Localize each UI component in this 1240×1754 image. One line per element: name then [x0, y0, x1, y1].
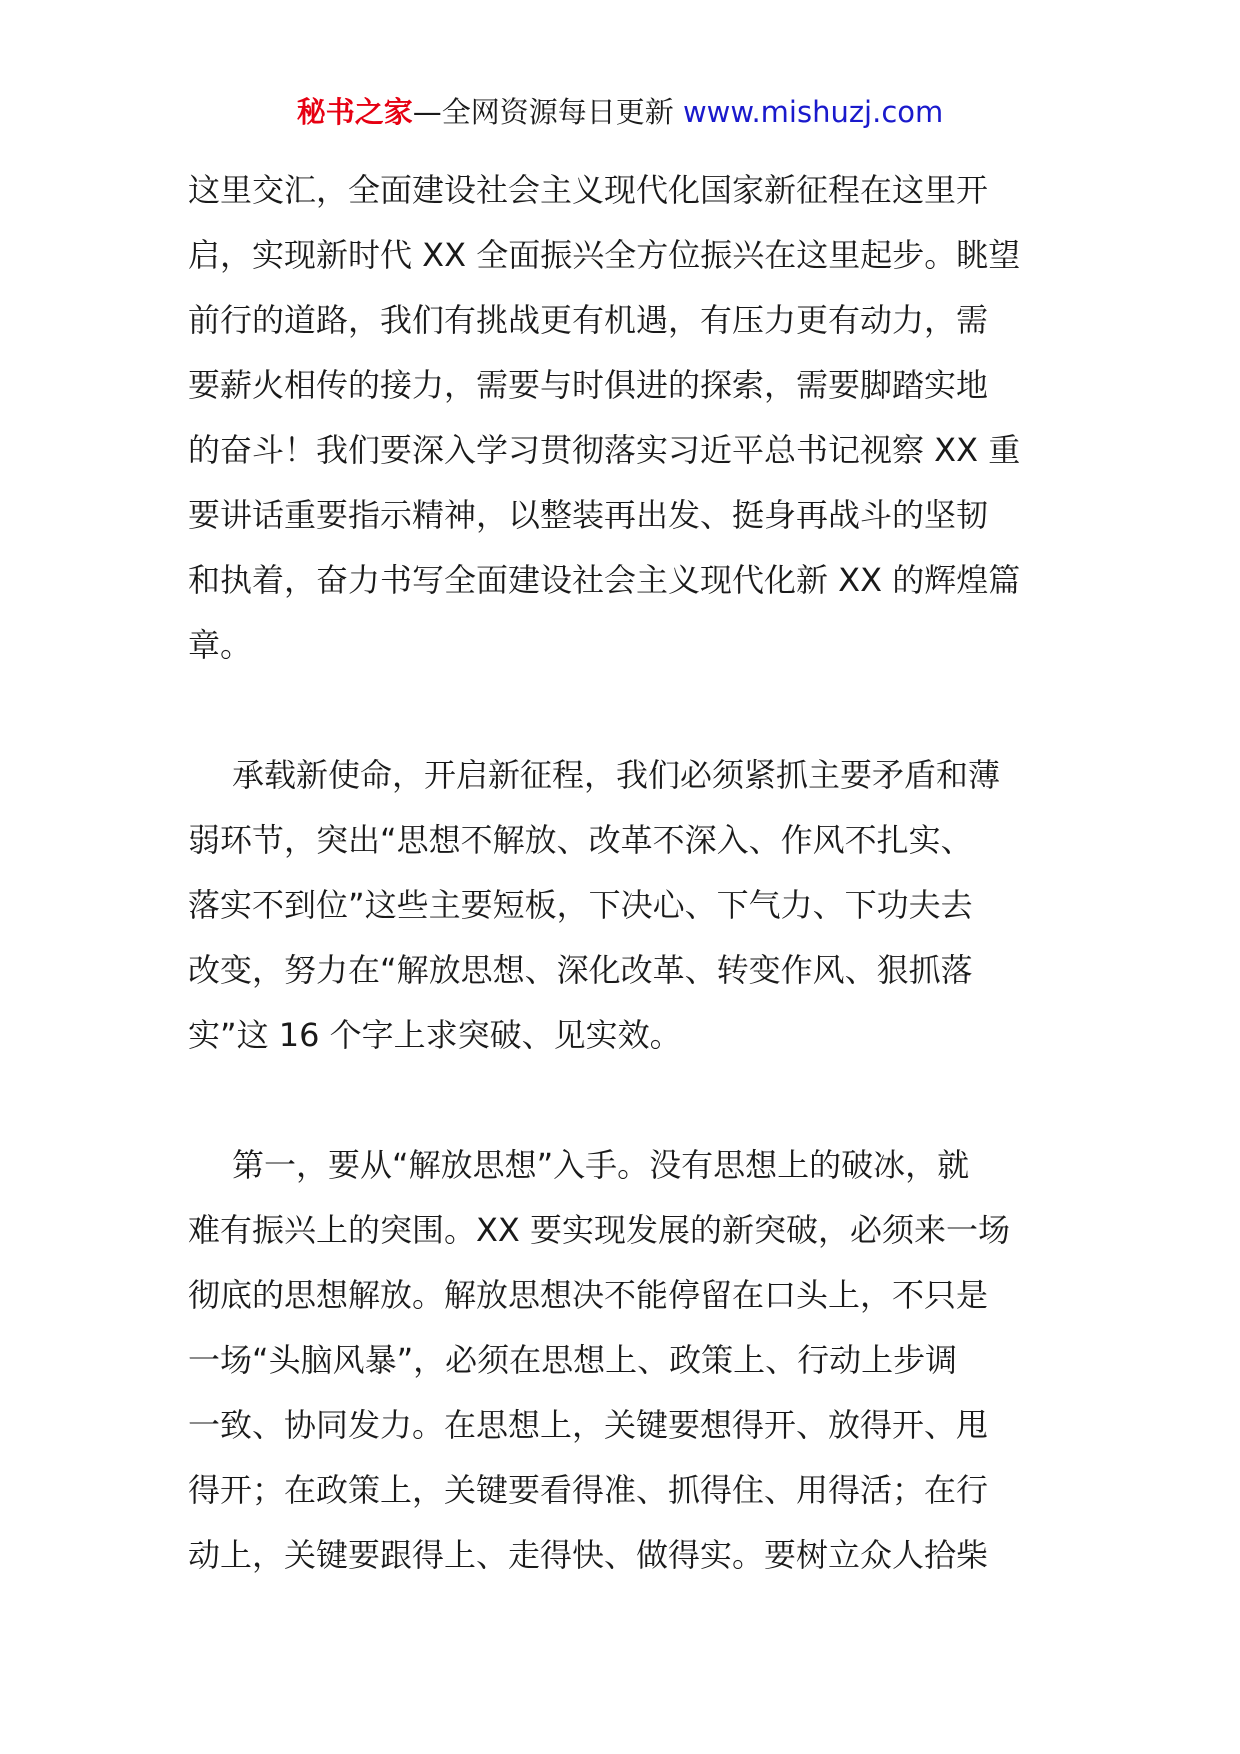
text-line: 彻底的思想解放。解放思想决不能停留在口头上，不只是	[188, 1276, 989, 1314]
text-line: 弱环节，突出“思想不解放、改革不深入、作风不扎实、	[188, 821, 973, 859]
text-line: 改变，努力在“解放思想、深化改革、转变作风、狠抓落	[188, 951, 973, 989]
text-line: 前行的道路，我们有挑战更有机遇，有压力更有动力，需	[188, 301, 989, 339]
document-body	[188, 158, 1056, 1588]
text-line: 的奋斗！我们要深入学习贯彻落实习近平总书记视察 XX 重	[188, 431, 1021, 469]
text-line: 要讲话重要指示精神，以整装再出发、挺身再战斗的坚韧	[188, 496, 989, 534]
text-line: 要薪火相传的接力，需要与时俱进的探索，需要脚踏实地	[188, 366, 989, 404]
text-line: 这里交汇，全面建设社会主义现代化国家新征程在这里开	[188, 171, 989, 209]
paragraph-2	[188, 743, 1056, 1068]
text-line: 第一，要从“解放思想”入手。没有思想上的破冰，就	[232, 1146, 970, 1184]
paragraph-3	[188, 1133, 1056, 1588]
text-line: 和执着，奋力书写全面建设社会主义现代化新 XX 的辉煌篇	[188, 561, 1021, 599]
paragraph-1	[188, 158, 1056, 678]
text-line: 得开；在政策上，关键要看得准、抓得住、用得活；在行	[188, 1471, 989, 1509]
site-url-link[interactable]: www.mishuzj.com	[682, 95, 944, 129]
text-line: 落实不到位”这些主要短板，下决心、下气力、下功夫去	[188, 886, 973, 924]
text-line: 一场“头脑风暴”，必须在思想上、政策上、行动上步调	[188, 1341, 958, 1379]
text-line: 章。	[188, 626, 253, 664]
page-header	[0, 92, 1240, 132]
text-line: 实”这 16 个字上求突破、见实效。	[188, 1016, 682, 1054]
paragraph-spacer	[188, 678, 1056, 743]
text-line: 动上，关键要跟得上、走得快、做得实。要树立众人拾柴	[188, 1536, 989, 1574]
text-line: 一致、协同发力。在思想上，关键要想得开、放得开、甩	[188, 1406, 989, 1444]
text-line: 难有振兴上的突围。XX 要实现发展的新突破，必须来一场	[188, 1211, 1011, 1249]
text-line: 承载新使命，开启新征程，我们必须紧抓主要矛盾和薄	[232, 756, 1001, 794]
brand-name: 秘书之家	[296, 95, 413, 129]
paragraph-spacer	[188, 1068, 1056, 1133]
header-tagline: —全网资源每日更新	[412, 95, 683, 129]
text-line: 启，实现新时代 XX 全面振兴全方位振兴在这里起步。眺望	[188, 236, 1021, 274]
